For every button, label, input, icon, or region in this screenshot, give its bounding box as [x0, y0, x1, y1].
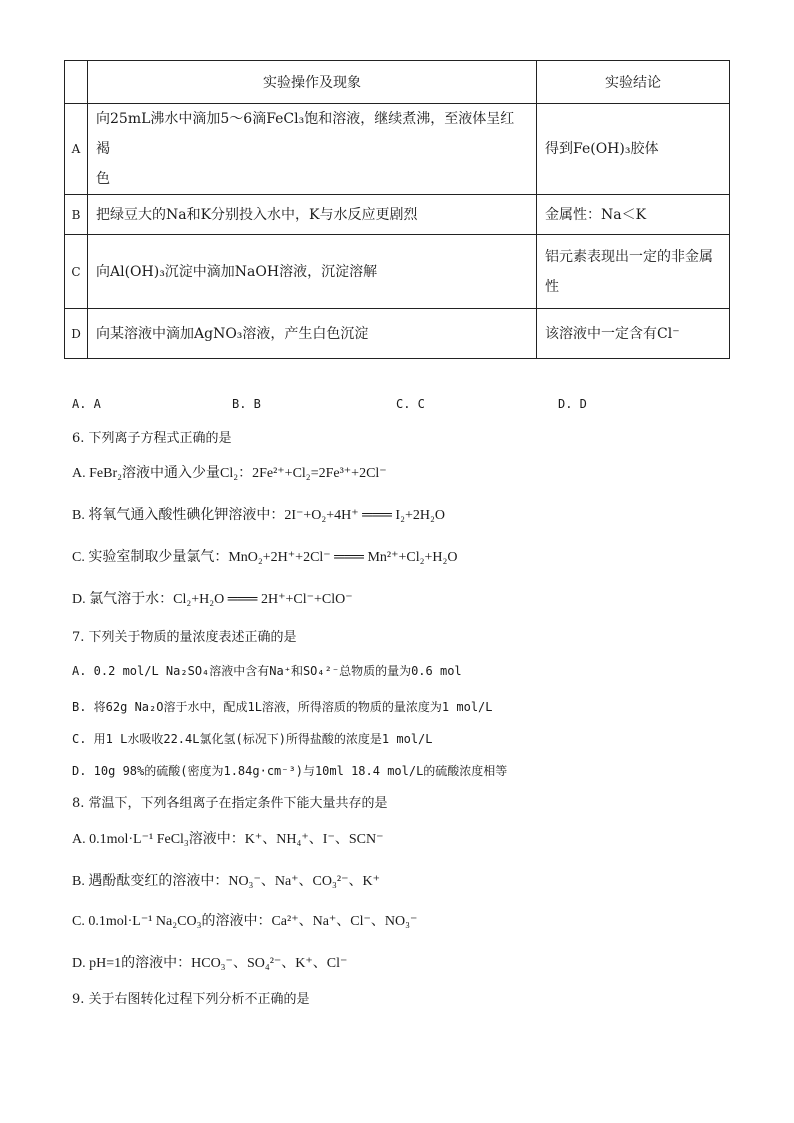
- operation-cell: 把绿豆大的Na和K分别投入水中，K与水反应更剧烈: [88, 195, 537, 235]
- q8-option-c: C. 0.1mol·L⁻¹ Na₂CO₃的溶液中：Ca²⁺、Na⁺、Cl⁻、NO₃⁻: [72, 914, 418, 929]
- row-label: A: [65, 104, 88, 195]
- q5-option-a: A. A: [72, 397, 101, 411]
- experiment-table: [64, 60, 730, 359]
- header-conclusion: 实验结论: [537, 61, 730, 104]
- question-6-stem: 6. 下列离子方程式正确的是: [72, 431, 232, 446]
- q6-option-a: A. FeBr₂溶液中通入少量Cl₂：2Fe²⁺+Cl₂=2Fe³⁺+2Cl⁻: [72, 466, 387, 481]
- q6-option-d: D. 氯气溶于水：Cl₂+H₂O ═══ 2H⁺+Cl⁻+ClO⁻: [72, 592, 353, 607]
- table-row: [65, 309, 730, 359]
- q8-option-a: A. 0.1mol·L⁻¹ FeCl₃溶液中：K⁺、NH₄⁺、I⁻、SCN⁻: [72, 832, 384, 847]
- q8-option-b: B. 遇酚酞变红的溶液中：NO₃⁻、Na⁺、CO₃²⁻、K⁺: [72, 874, 380, 889]
- q8-option-d: D. pH=1的溶液中：HCO₃⁻、SO₄²⁻、K⁺、Cl⁻: [72, 956, 348, 971]
- q7-option-b: B. 将62g Na₂O溶于水中，配成1L溶液，所得溶质的物质的量浓度为1 mol/L: [72, 700, 493, 714]
- q7-option-a: A. 0.2 mol/L Na₂SO₄溶液中含有Na⁺和SO₄²⁻总物质的量为0.6 mol: [72, 664, 462, 678]
- q7-option-d: D. 10g 98%的硫酸(密度为1.84g·cm⁻³)与10ml 18.4 mol/L的硫酸浓度相等: [72, 764, 508, 778]
- operation-text: 向25mL沸水中滴加5～6滴FeCl₃饱和溶液，继续煮沸，至液体呈红褐: [96, 111, 515, 157]
- row-label: D: [65, 309, 88, 359]
- conclusion-cell: [537, 235, 730, 309]
- question-8-stem: 8. 常温下，下列各组离子在指定条件下能大量共存的是: [72, 796, 388, 811]
- conclusion-cell: 得到Fe(OH)₃胶体: [537, 104, 730, 195]
- row-label: C: [65, 235, 88, 309]
- operation-cell: [88, 104, 537, 195]
- conclusion-text: 铝元素表现出一定的非金属: [545, 248, 713, 265]
- conclusion-cell: 金属性：Na＜K: [537, 195, 730, 235]
- q6-option-b: B. 将氧气通入酸性碘化钾溶液中：2I⁻+O₂+4H⁺ ═══ I₂+2H₂O: [72, 508, 445, 523]
- q7-option-c: C. 用1 L水吸收22.4L氯化氢(标况下)所得盐酸的浓度是1 mol/L: [72, 732, 433, 746]
- question-9-stem: 9. 关于右图转化过程下列分析不正确的是: [72, 992, 310, 1007]
- header-blank: [65, 61, 88, 104]
- conclusion-cell: 该溶液中一定含有Cl⁻: [537, 309, 730, 359]
- conclusion-text: 性: [545, 278, 559, 295]
- operation-text: 色: [96, 171, 110, 187]
- table-row: [65, 104, 730, 195]
- q5-option-d: D. D: [558, 397, 587, 411]
- header-operation: 实验操作及现象: [88, 61, 537, 104]
- question-7-stem: 7. 下列关于物质的量浓度表述正确的是: [72, 630, 297, 645]
- operation-cell: 向Al(OH)₃沉淀中滴加NaOH溶液，沉淀溶解: [88, 235, 537, 309]
- operation-cell: 向某溶液中滴加AgNO₃溶液，产生白色沉淀: [88, 309, 537, 359]
- table-header-row: [65, 61, 730, 104]
- table-row: [65, 235, 730, 309]
- q5-option-c: C. C: [396, 397, 425, 411]
- table-row: [65, 195, 730, 235]
- q5-option-b: B. B: [232, 397, 261, 411]
- row-label: B: [65, 195, 88, 235]
- q6-option-c: C. 实验室制取少量氯气：MnO₂+2H⁺+2Cl⁻ ═══ Mn²⁺+Cl₂+H₂O: [72, 550, 458, 565]
